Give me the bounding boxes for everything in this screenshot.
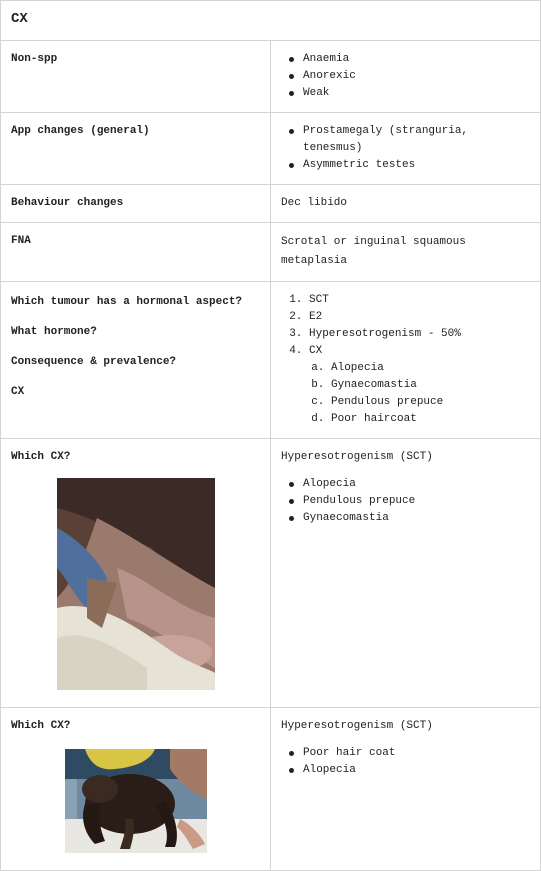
sub-list-item: b. Gynaecomastia (331, 377, 530, 394)
sub-list-item: d. Poor haircoat (331, 411, 530, 428)
answer-list (281, 123, 530, 174)
question-cell: Non-spp (1, 41, 271, 113)
answer-cell (271, 41, 541, 113)
answer-cell (271, 708, 541, 871)
answer-list (281, 476, 530, 527)
answer-list (281, 51, 530, 102)
dog-skin-photo (57, 478, 215, 690)
table-row (1, 708, 541, 871)
table-row (1, 223, 541, 282)
table-row (1, 41, 541, 113)
list-item: Prostamegaly (stranguria, tenesmus) (303, 123, 530, 157)
list-item: Pendulous prepuce (303, 493, 530, 510)
question-cell (1, 439, 271, 708)
question-line: Which tumour has a hormonal aspect? (11, 296, 243, 308)
answer-cell (271, 113, 541, 185)
page-title: CX (1, 1, 541, 41)
question-text: Which CX? (11, 720, 71, 732)
table-row (1, 113, 541, 185)
answer-cell: Dec libido (271, 185, 541, 223)
answer-cell: Scrotal or inguinal squamous metaplasia (271, 223, 541, 282)
sub-list-item: a. Alopecia (331, 360, 530, 377)
table-row (1, 439, 541, 708)
question-line: Consequence & prevalence? (11, 356, 177, 368)
answer-list (281, 745, 530, 779)
question-line: What hormone? (11, 326, 97, 338)
sub-list-item: c. Pendulous prepuce (331, 394, 530, 411)
list-item: Alopecia (303, 476, 530, 493)
answer-heading: Hyperesotrogenism (SCT) (281, 720, 433, 732)
question-cell (1, 708, 271, 871)
question-cell: App changes (general) (1, 113, 271, 185)
question-cell: Behaviour changes (1, 185, 271, 223)
list-item: Anaemia (303, 51, 530, 68)
list-item: 3. Hyperesotrogenism - 50% (309, 326, 530, 343)
question-text: Which CX? (11, 451, 71, 463)
answer-cell (271, 282, 541, 439)
question-cell: FNA (1, 223, 271, 282)
answer-cell (271, 439, 541, 708)
answer-list (281, 292, 530, 428)
list-item (309, 343, 530, 428)
list-item: 1. SCT (309, 292, 530, 309)
sub-list (309, 360, 530, 428)
table-row (1, 185, 541, 223)
list-item: Asymmetric testes (303, 157, 530, 174)
dog-photo (65, 749, 207, 853)
list-item: Poor hair coat (303, 745, 530, 762)
list-item: Alopecia (303, 762, 530, 779)
list-item-label: CX (309, 345, 323, 357)
list-item: Gynaecomastia (303, 510, 530, 527)
question-cell (1, 282, 271, 439)
list-item: Anorexic (303, 68, 530, 85)
question-line: CX (11, 386, 25, 398)
list-item: 2. E2 (309, 309, 530, 326)
answer-heading: Hyperesotrogenism (SCT) (281, 451, 433, 463)
list-item: Weak (303, 85, 530, 102)
table-row (1, 282, 541, 439)
